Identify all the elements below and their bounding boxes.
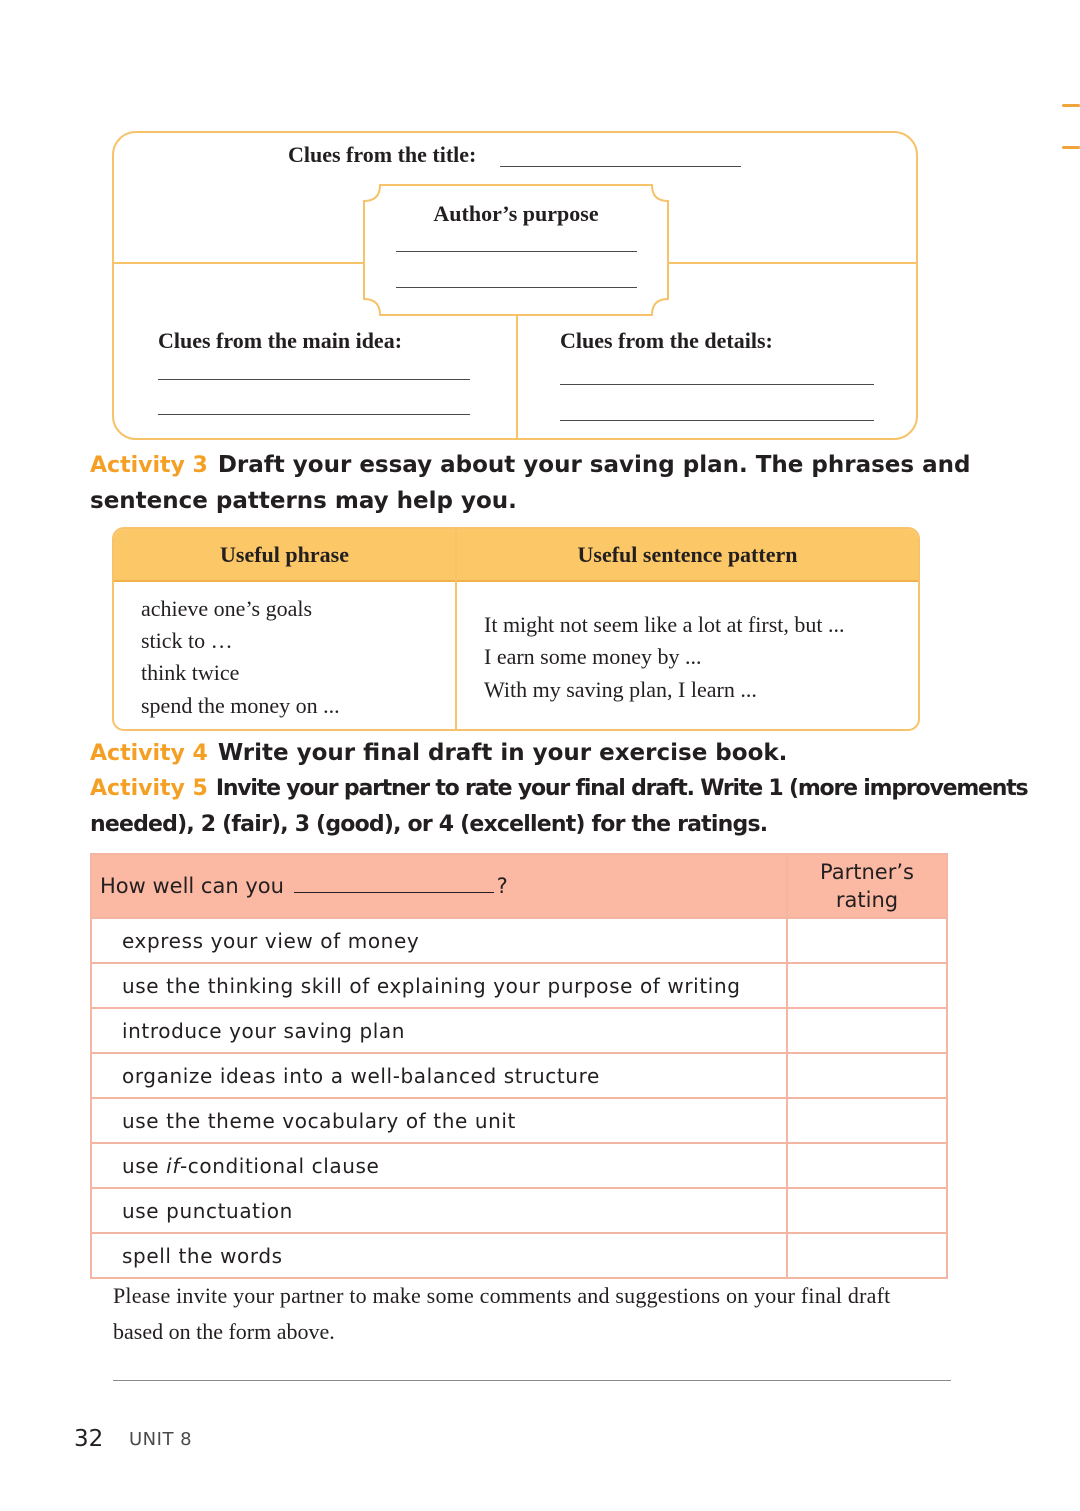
authors-purpose-label: Author’s purpose	[433, 201, 599, 226]
useful-phrase-header: Useful phrase	[220, 542, 349, 567]
phrase-item: achieve one’s goals	[141, 596, 313, 621]
useful-pattern-header: Useful sentence pattern	[577, 542, 798, 567]
self-rating-table	[90, 853, 948, 1279]
activity-3-heading	[90, 452, 970, 478]
unit-label: UNIT 8	[129, 1429, 193, 1450]
activity-5-text-line2: needed), 2 (fair), 3 (good), or 4 (excellent) for the ratings.	[90, 812, 768, 837]
question-blank[interactable]	[294, 892, 494, 893]
main-idea-blank-1[interactable]	[158, 379, 470, 380]
skill-cell: spell the words	[91, 1233, 787, 1278]
main-idea-blank-2[interactable]	[158, 414, 470, 415]
organizer-divider-vertical	[516, 316, 518, 440]
comment-prompt-line2: based on the form above.	[113, 1319, 335, 1344]
useful-phrases-table	[112, 527, 920, 731]
phrase-item: think twice	[141, 660, 240, 685]
conditional-italic: if	[166, 1153, 180, 1178]
conditional-before: use	[122, 1153, 167, 1178]
pattern-item: I earn some money by ...	[484, 644, 702, 669]
rating-cell[interactable]	[787, 1098, 947, 1143]
rating-cell[interactable]	[787, 1053, 947, 1098]
main-idea-clue-label: Clues from the main idea:	[158, 328, 403, 353]
activity-5-label: Activity 5	[90, 776, 208, 801]
phrase-item: spend the money on ...	[141, 693, 340, 718]
activity-4-heading	[90, 740, 787, 766]
table-row	[91, 1188, 947, 1233]
skill-cell: use the theme vocabulary of the unit	[91, 1098, 787, 1143]
question-suffix: ?	[496, 874, 508, 898]
table-row	[91, 1008, 947, 1053]
table-row	[91, 1143, 947, 1188]
purpose-blank-1[interactable]	[396, 251, 637, 252]
rating-cell[interactable]	[787, 963, 947, 1008]
conditional-after: -conditional clause	[179, 1153, 380, 1178]
rating-cell[interactable]	[787, 1143, 947, 1188]
activity-3-label: Activity 3	[90, 453, 208, 478]
question-prefix: How well can you	[100, 874, 284, 898]
rating-cell[interactable]	[787, 1233, 947, 1278]
table-row	[91, 918, 947, 963]
rating-cell[interactable]	[787, 918, 947, 963]
table-row	[91, 1098, 947, 1143]
skill-cell: use punctuation	[91, 1188, 787, 1233]
title-clue-label: Clues from the title:	[288, 142, 477, 167]
activity-4-text: Write your final draft in your exercise book.	[217, 740, 788, 766]
organizer-divider-right	[668, 262, 918, 264]
partner-rating-header	[787, 854, 947, 918]
pattern-item: It might not seem like a lot at first, but ...	[484, 612, 845, 637]
table-row	[91, 963, 947, 1008]
skill-cell-conditional	[91, 1143, 787, 1188]
skill-cell: introduce your saving plan	[91, 1008, 787, 1053]
table-row	[91, 1053, 947, 1098]
partner-rating-header-line2: rating	[835, 888, 899, 912]
edge-mark-2	[1062, 146, 1080, 149]
activity-5-heading	[90, 776, 1027, 801]
skill-question-header	[91, 854, 787, 918]
rating-cell[interactable]	[787, 1008, 947, 1053]
activity-4-label: Activity 4	[90, 741, 208, 766]
skill-cell: express your view of money	[91, 918, 787, 963]
activity-5-text-line1: Invite your partner to rate your final draft. Write 1 (more improvements	[215, 776, 1028, 801]
details-blank-2[interactable]	[560, 420, 874, 421]
title-clue-blank[interactable]	[500, 166, 741, 167]
partner-rating-header-line1: Partner’s	[820, 860, 914, 884]
table-row	[91, 1233, 947, 1278]
details-blank-1[interactable]	[560, 384, 874, 385]
activity-3-text-line2: sentence patterns may help you.	[90, 488, 517, 514]
edge-mark-1	[1062, 104, 1080, 107]
rating-table-header-row	[91, 854, 947, 918]
page-number: 32	[74, 1426, 104, 1452]
details-clue-label: Clues from the details:	[560, 328, 773, 353]
skill-cell: organize ideas into a well-balanced structure	[91, 1053, 787, 1098]
comment-write-line[interactable]	[113, 1380, 951, 1381]
phrase-item: stick to …	[141, 628, 233, 653]
skill-cell: use the thinking skill of explaining your purpose of writing	[91, 963, 787, 1008]
comment-prompt-line1: Please invite your partner to make some comments and suggestions on your final draft	[113, 1283, 891, 1308]
rating-cell[interactable]	[787, 1188, 947, 1233]
activity-3-text-line1: Draft your essay about your saving plan. The phrases and	[217, 452, 971, 478]
purpose-blank-2[interactable]	[396, 287, 637, 288]
pattern-item: With my saving plan, I learn ...	[484, 677, 757, 702]
organizer-divider-left	[114, 262, 366, 264]
